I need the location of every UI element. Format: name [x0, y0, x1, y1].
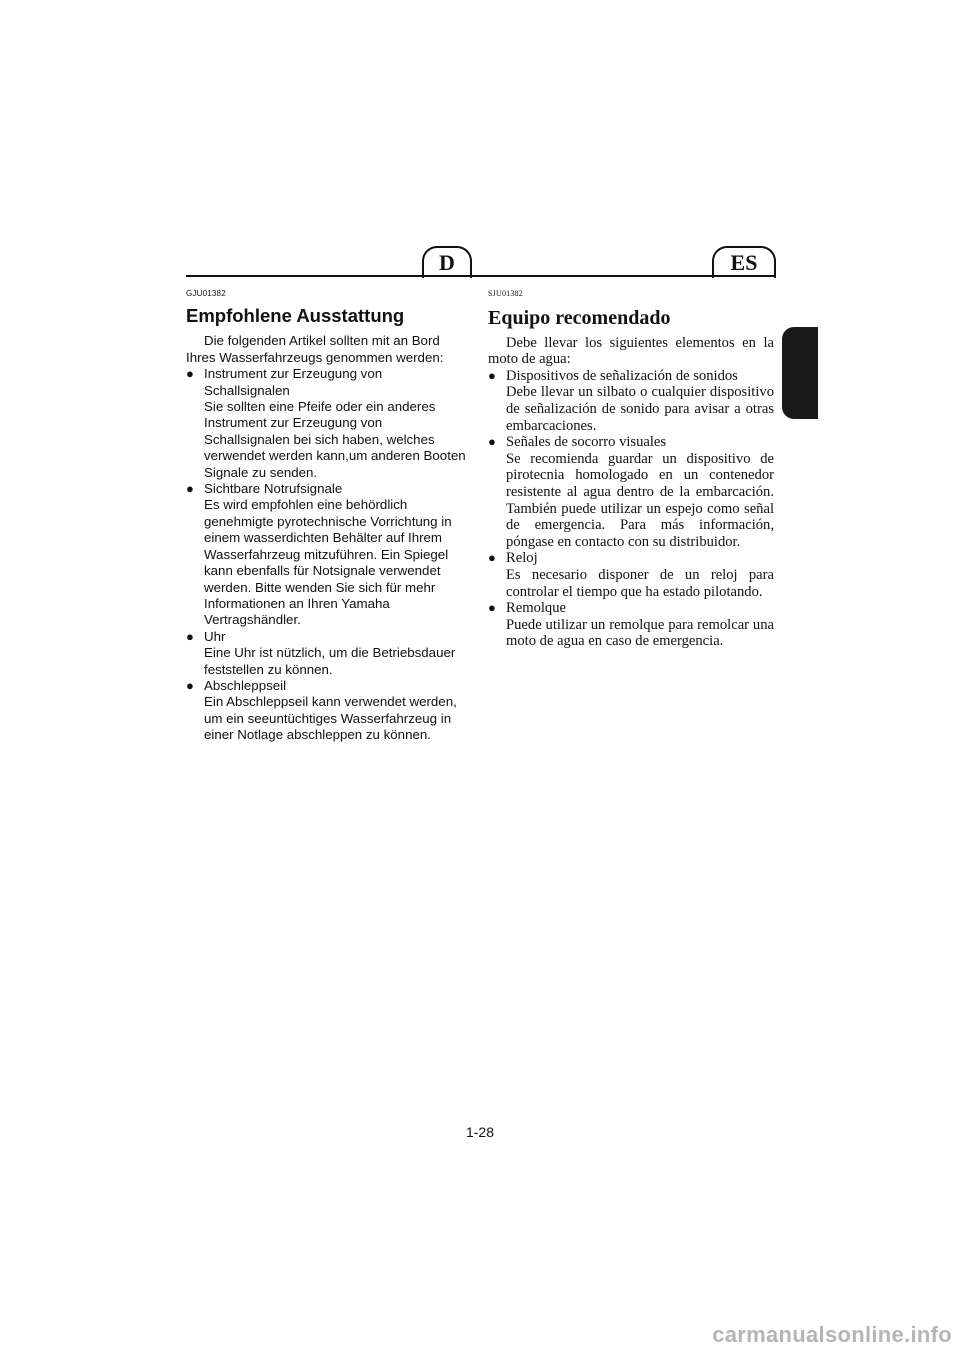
intro-paragraph: Debe llevar los siguientes elementos en la moto de agua:: [488, 334, 774, 368]
bullet-icon: ●: [186, 677, 194, 693]
header-rule: [186, 275, 774, 277]
section-code: GJU01382: [186, 289, 226, 298]
intro-paragraph: Die folgenden Artikel sollten mit an Bord Ihres Wasserfahrzeugs genommen werden:: [186, 333, 444, 365]
bullet-icon: ●: [488, 367, 496, 383]
section-title: Equipo recomendado: [488, 306, 671, 329]
bullet-icon: ●: [186, 481, 194, 497]
item-text: Es necesario disponer de un reloj para controlar el tiempo que ha estado pilotando.: [506, 566, 774, 600]
section-code: SJU01382: [488, 289, 523, 298]
item-heading: Instrument zur Erzeugung von Schallsignalen: [204, 366, 383, 398]
item-heading: Abschleppseil: [204, 677, 287, 693]
list-item: [186, 678, 468, 744]
item-heading: Sichtbare Notrufsignale: [204, 481, 343, 497]
german-column: [186, 286, 468, 744]
list-item: [186, 481, 468, 629]
item-text: Puede utilizar un remolque para remolcar una moto de agua en caso de emergencia.: [506, 616, 774, 650]
language-badge-spanish: ES: [712, 246, 776, 278]
list-item: [488, 550, 774, 600]
section-thumb-tab: [782, 327, 818, 419]
language-badge-german: D: [422, 246, 472, 278]
item-text: Ein Abschleppseil kann verwendet werden, um ein seeuntüchtiges Wasserfahrzeug in einer Notlage abschleppen zu können.: [204, 694, 457, 743]
item-text: Debe llevar un silbato o cualquier dispositivo de señalización de sonido para avisar a otras embarcaciones.: [506, 384, 774, 434]
item-text: Se recomienda guardar un dispositivo de pirotecnia homologado en un contenedor resistente al agua dentro de la embarcación. También puede utilizar un espejo como señal de emergencia. Para más información, póngase en contacto con su distribuidor.: [506, 450, 774, 550]
page-number: 1-28: [465, 1124, 495, 1140]
item-heading: Reloj: [506, 550, 538, 567]
item-heading: Señales de socorro visuales: [506, 434, 667, 451]
equipment-list: [186, 366, 468, 743]
list-item: [488, 600, 774, 650]
bullet-icon: ●: [186, 628, 194, 644]
bullet-icon: ●: [488, 600, 496, 616]
item-text: Sie sollten eine Pfeife oder ein anderes Instrument zur Erzeugung von Schallsignalen bei sich haben, welches verwendet werden kann,um anderen Booten Signale zu senden.: [204, 399, 466, 480]
spanish-column: [488, 286, 774, 650]
bullet-icon: ●: [488, 434, 496, 450]
list-item: [488, 434, 774, 550]
item-heading: Remolque: [506, 600, 566, 617]
item-heading: Uhr: [204, 628, 226, 644]
item-heading: Dispositivos de señalización de sonidos: [506, 367, 738, 384]
section-title: Empfohlene Ausstattung: [186, 305, 405, 327]
watermark: carmanualsonline.info: [712, 1322, 952, 1347]
list-item: [186, 366, 468, 481]
equipment-list: [488, 368, 774, 650]
bullet-icon: ●: [488, 550, 496, 566]
item-text: Es wird empfohlen eine behördlich genehmigte pyrotechnische Vorrichtung in einem wasserdichten Behälter auf Ihrem Wasserfahrzeug mitzuführen. Ein Spiegel kann ebenfalls für Notsignale verwendet werden. Bitte wenden Sie sich für mehr Informationen an Ihren Yamaha Vertragshändler.: [204, 497, 452, 628]
list-item: [488, 368, 774, 434]
list-item: [186, 629, 468, 678]
item-text: Eine Uhr ist nützlich, um die Betriebsdauer feststellen zu können.: [204, 645, 456, 677]
bullet-icon: ●: [186, 366, 194, 382]
